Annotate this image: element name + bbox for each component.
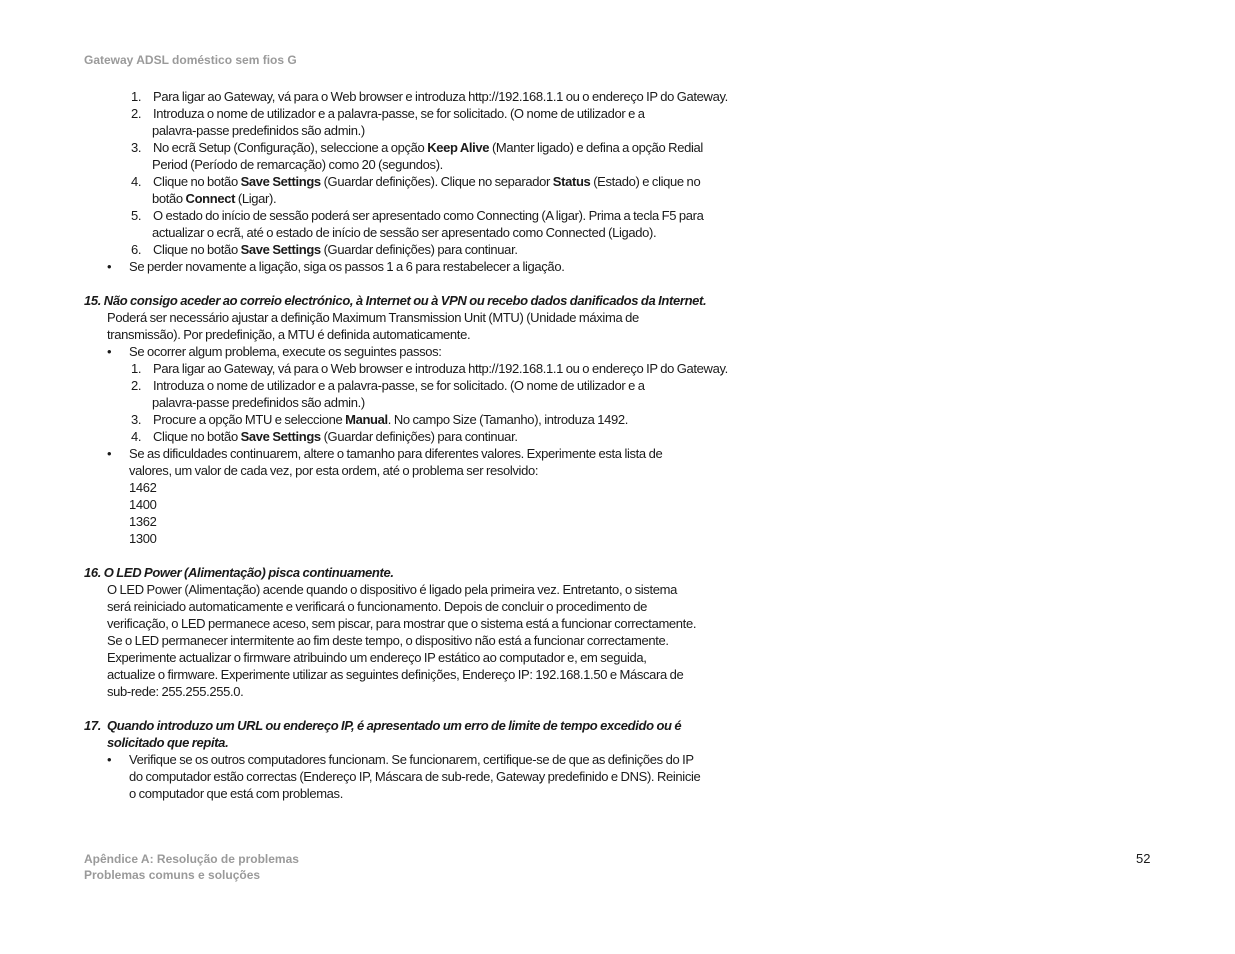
step-text: (Ligar). [235, 191, 277, 206]
step-line [84, 156, 774, 173]
section-16-title: 16. O LED Power (Alimentação) pisca continuamente. [84, 565, 394, 580]
step-emphasis: Save Settings [240, 429, 321, 444]
section-16-para-line: sub-rede: 255.255.255.0. [107, 684, 244, 699]
step-emphasis: Connect [185, 191, 236, 206]
step-number: 1. [131, 361, 142, 376]
step-text: O estado do início de sessão poderá ser apresentado como Connecting (A ligar). Prima a tecla F5 para [153, 208, 704, 223]
step-line [84, 428, 774, 445]
section-16-para-line: actualize o firmware. Experimente utilizar as seguintes definições, Endereço IP: 192.168.1.50 e Máscara de [107, 667, 684, 682]
step-emphasis: Keep Alive [427, 140, 490, 155]
step-text: (Estado) e clique no [590, 174, 701, 189]
step-text: Introduza o nome de utilizador e a palavra-passe, se for solicitado. (O nome de utilizador e a [153, 106, 645, 121]
step-emphasis: Save Settings [240, 242, 321, 257]
step-text: (Guardar definições) para continuar. [320, 429, 518, 444]
step-line [84, 88, 774, 105]
step-emphasis: Status [552, 174, 591, 189]
section-17-number: 17. [84, 718, 102, 733]
section-17-bullet-line: do computador estão correctas (Endereço IP, Máscara de sub-rede, Gateway predefinido e DNS). Reinicie [129, 769, 701, 784]
step-line [84, 360, 774, 377]
section-17-bullet [84, 751, 774, 768]
mtu-value: 1300 [129, 531, 157, 546]
step-text: Clique no botão [153, 174, 241, 189]
section-15-bullet-2-text-2: valores, um valor de cada vez, por esta ordem, até o problema ser resolvido: [129, 463, 539, 478]
intro-bullet [84, 258, 774, 275]
section-17-title-line-2: solicitado que repita. [107, 735, 229, 750]
step-number: 1. [131, 89, 142, 104]
step-text: Period (Período de remarcação) como 20 (segundos). [152, 157, 443, 172]
section-15-bullet-1-text: Se ocorrer algum problema, execute os seguintes passos: [129, 344, 442, 359]
running-header: Gateway ADSL doméstico sem fios G [84, 53, 297, 67]
section-17-bullet-line-1: Verifique se os outros computadores funcionam. Se funcionarem, certifique-se de que as definições do IP [129, 752, 694, 767]
footer-chapter: Apêndice A: Resolução de problemas [84, 852, 299, 866]
step-emphasis: Save Settings [240, 174, 321, 189]
step-line [84, 122, 774, 139]
step-line [84, 394, 774, 411]
mtu-value: 1362 [129, 514, 157, 529]
step-text: . No campo Size (Tamanho), introduza 1492. [387, 412, 629, 427]
bullet-mark: • [107, 344, 112, 359]
mtu-value: 1462 [129, 480, 157, 495]
step-text: actualizar o ecrã, até o estado de início de sessão ser apresentado como Connected (Ligado). [152, 225, 657, 240]
section-17-title-line-1: Quando introduzo um URL ou endereço IP, é apresentado um erro de limite de tempo excedido ou é [107, 718, 682, 733]
page-body [84, 88, 774, 802]
step-text: botão [152, 191, 186, 206]
step-text: Para ligar ao Gateway, vá para o Web browser e introduza http://192.168.1.1 ou o endereço IP do Gateway. [153, 89, 728, 104]
step-number: 3. [131, 412, 142, 427]
bullet-mark: • [107, 259, 112, 274]
bullet-mark: • [107, 446, 112, 461]
step-line [84, 241, 774, 258]
step-emphasis: Manual [345, 412, 388, 427]
step-number: 2. [131, 106, 142, 121]
step-number: 2. [131, 378, 142, 393]
bullet-mark: • [107, 752, 112, 767]
footer-section: Problemas comuns e soluções [84, 868, 261, 882]
step-text: Clique no botão [153, 242, 241, 257]
step-line [84, 105, 774, 122]
section-16-para-line: Se o LED permanecer intermitente ao fim deste tempo, o dispositivo não está a funcionar correctamente. [107, 633, 669, 648]
step-line [84, 224, 774, 241]
section-15-para-2: transmissão). Por predefinição, a MTU é definida automaticamente. [107, 327, 471, 342]
step-number: 3. [131, 140, 142, 155]
step-text: (Manter ligado) e defina a opção Redial [489, 140, 703, 155]
section-16-para-line: Experimente actualizar o firmware atribuindo um endereço IP estático ao computador e, em seguida, [107, 650, 647, 665]
step-number: 4. [131, 174, 142, 189]
section-15-para-1: Poderá ser necessário ajustar a definição Maximum Transmission Unit (MTU) (Unidade máxima de [107, 310, 639, 325]
section-15-bullet-1 [84, 343, 774, 360]
step-line [84, 139, 774, 156]
step-line [84, 190, 774, 207]
step-text: No ecrã Setup (Configuração), seleccione a opção [153, 140, 428, 155]
step-text: (Guardar definições). Clique no separador [320, 174, 553, 189]
step-text: Introduza o nome de utilizador e a palavra-passe, se for solicitado. (O nome de utilizador e a [153, 378, 645, 393]
step-text: (Guardar definições) para continuar. [320, 242, 518, 257]
step-line [84, 377, 774, 394]
step-number: 5. [131, 208, 142, 223]
intro-bullet-text: Se perder novamente a ligação, siga os passos 1 a 6 para restabelecer a ligação. [129, 259, 565, 274]
step-text: palavra-passe predefinidos são admin.) [152, 395, 365, 410]
section-16-para-line: será reiniciado automaticamente e verificará o funcionamento. Depois de concluir o procedimento de [107, 599, 647, 614]
section-17-title [84, 717, 774, 734]
page-footer [84, 851, 299, 883]
section-16-para-line: O LED Power (Alimentação) acende quando o dispositivo é ligado pela primeira vez. Entretanto, o sistema [107, 582, 677, 597]
step-text: palavra-passe predefinidos são admin.) [152, 123, 365, 138]
intro-step-list [84, 88, 774, 258]
section-15-bullet-2 [84, 445, 774, 462]
section-16-para-line: verificação, o LED permanece aceso, sem piscar, para mostrar que o sistema está a funcionar correctamente. [107, 616, 697, 631]
section-17-bullet-line: o computador que está com problemas. [129, 786, 343, 801]
step-text: Clique no botão [153, 429, 241, 444]
page-number: 52 [1136, 851, 1151, 866]
step-number: 6. [131, 242, 142, 257]
section-15-bullet-2-text-1: Se as dificuldades continuarem, altere o tamanho para diferentes valores. Experimente esta lista de [129, 446, 663, 461]
step-line [84, 411, 774, 428]
step-text: Procure a opção MTU e seleccione [153, 412, 346, 427]
section-15-title: 15. Não consigo aceder ao correio electrónico, à Internet ou à VPN ou recebo dados danificados da Internet. [84, 293, 707, 308]
section-15-step-list [84, 360, 774, 445]
step-line [84, 173, 774, 190]
step-text: Para ligar ao Gateway, vá para o Web browser e introduza http://192.168.1.1 ou o endereço IP do Gateway. [153, 361, 728, 376]
mtu-value: 1400 [129, 497, 157, 512]
step-line [84, 207, 774, 224]
step-number: 4. [131, 429, 142, 444]
